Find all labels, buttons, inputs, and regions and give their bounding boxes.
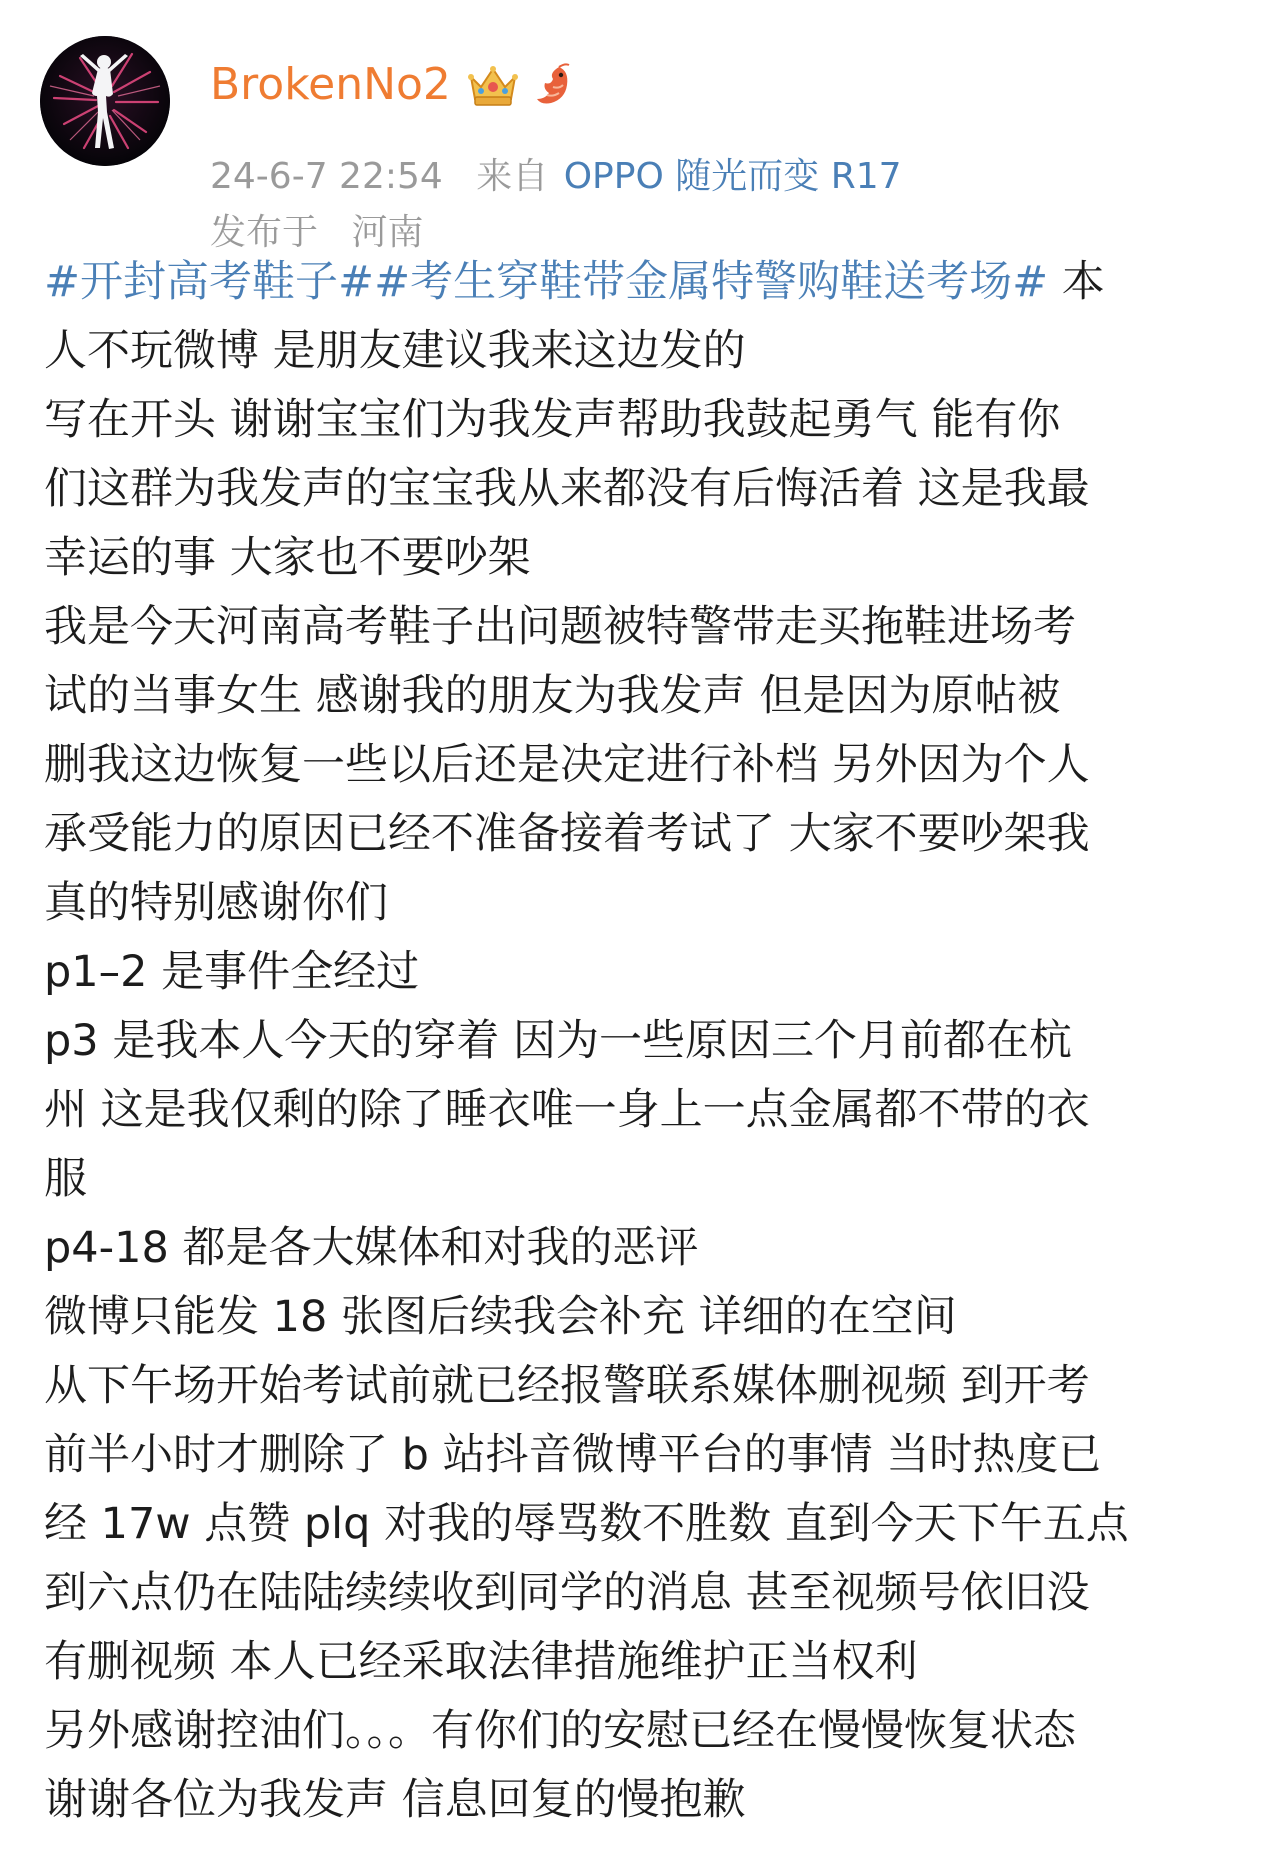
post-line: 另外感谢控油们。。。有你们的安慰已经在慢慢恢复状态: [44, 1706, 1076, 1756]
post-line: 微博只能发 18 张图后续我会补充 详细的在空间: [44, 1292, 957, 1342]
hashtag-link-1[interactable]: #开封高考鞋子#: [44, 257, 375, 307]
post-line: 州 这是我仅剩的除了睡衣唯一身上一点金属都不带的衣: [44, 1085, 1090, 1135]
post-header: [40, 36, 1240, 253]
post-line-1: [44, 248, 1244, 317]
post-meta: [210, 148, 902, 199]
post-line: 真的特别感谢你们: [44, 878, 388, 928]
post-line: 人不玩微博 是朋友建议我来这边发的: [44, 326, 746, 376]
post-line: 写在开头 谢谢宝宝们为我发声帮助我鼓起勇气 能有你: [44, 395, 1061, 445]
post-line: 我是今天河南高考鞋子出问题被特警带走买拖鞋进场考: [44, 602, 1076, 652]
location-label: 发布于: [210, 212, 319, 253]
username-row: [210, 54, 575, 114]
post-line: 试的当事女生 感谢我的朋友为我发声 但是因为原帖被: [44, 671, 1061, 721]
timestamp[interactable]: 24-6-7 22:54: [210, 156, 443, 197]
post-line: 服: [44, 1154, 87, 1204]
post-line: 前半小时才删除了 b 站抖音微博平台的事情 当时热度已: [44, 1430, 1102, 1480]
post-line: 从下午场开始考试前就已经报警联系媒体删视频 到开考: [44, 1361, 1090, 1411]
post-line: 们这群为我发声的宝宝我从来都没有后悔活着 这是我最: [44, 464, 1090, 514]
dancer-silhouette-avatar-icon: [40, 36, 170, 166]
hashtag-link-2[interactable]: #考生穿鞋带金属特警购鞋送考场#: [374, 257, 1049, 307]
post-line: p3 是我本人今天的穿着 因为一些原因三个月前都在杭: [44, 1016, 1072, 1066]
post-line: p4-18 都是各大媒体和对我的恶评: [44, 1223, 699, 1273]
post-line: p1–2 是事件全经过: [44, 947, 420, 997]
post-line: 删我这边恢复一些以后还是决定进行补档 另外因为个人: [44, 740, 1090, 790]
avatar[interactable]: [40, 36, 170, 166]
post-line: 承受能力的原因已经不准备接着考试了 大家不要吵架我: [44, 809, 1090, 859]
post-line: 有删视频 本人已经采取法律措施维护正当权利: [44, 1637, 918, 1687]
post-line: 谢谢各位为我发声 信息回复的慢抱歉: [44, 1775, 746, 1825]
device-link[interactable]: OPPO 随光而变 R17: [563, 156, 902, 197]
location-value: 河南: [351, 212, 424, 253]
post-line: 幸运的事 大家也不要吵架: [44, 533, 531, 583]
red-shrimp-badge-icon[interactable]: [529, 59, 575, 109]
username[interactable]: BrokenNo2: [210, 58, 451, 110]
post-content: [44, 248, 1244, 1835]
post-text-fragment: 本: [1048, 257, 1105, 307]
crown-badge-icon[interactable]: [465, 59, 521, 109]
from-label: 来自: [476, 156, 549, 197]
post-line: 到六点仍在陆陆续续收到同学的消息 甚至视频号依旧没: [44, 1568, 1090, 1618]
post-line: 经 17w 点赞 plq 对我的辱骂数不胜数 直到今天下午五点: [44, 1499, 1129, 1549]
